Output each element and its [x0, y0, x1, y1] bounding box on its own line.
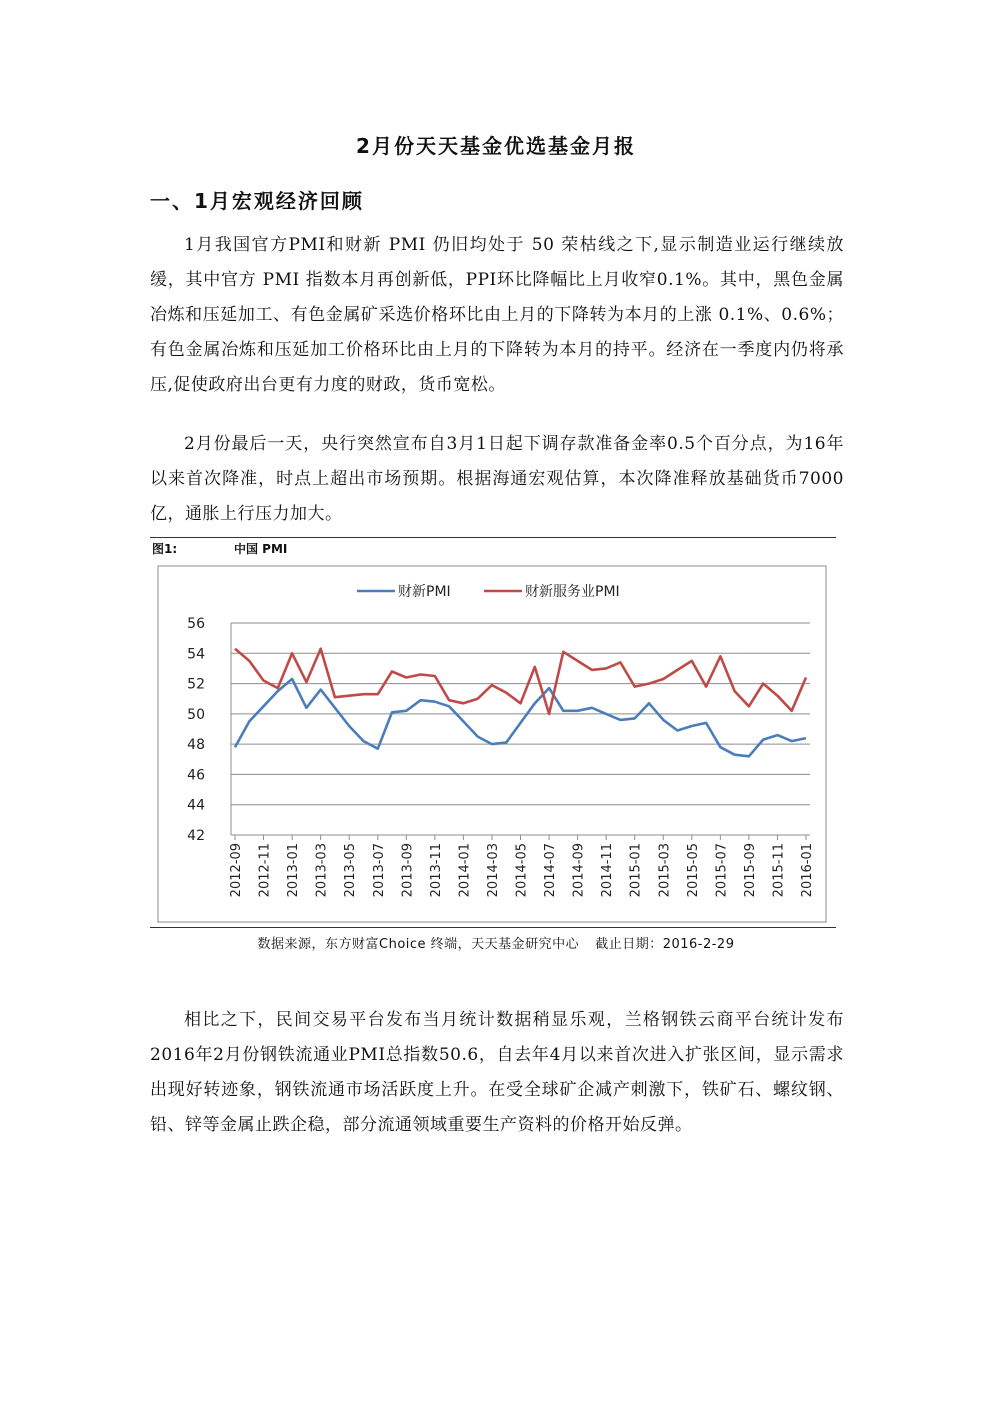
section-heading: 一、1月宏观经济回顾 — [150, 189, 364, 213]
x-axis — [229, 835, 815, 897]
x-tick-label: 2014-11 — [600, 843, 616, 898]
source-text: 数据来源，东方财富Choice 终端，天天基金研究中心 — [257, 937, 580, 952]
paragraph-rrr-cut: 2月份最后一天，央行突然宣布自3月1日起下调存款准备金率0.5个百分点，为16年以来首次降准，时点上超出市场预期。根据海通宏观估算，本次降准释放基础货币7000亿，通胀上行压力加大。 — [150, 434, 844, 524]
y-tick-label: 42 — [187, 828, 205, 844]
y-tick-label: 46 — [187, 767, 205, 784]
figure-bottom-rule — [150, 927, 836, 928]
y-tick-label: 44 — [187, 797, 205, 814]
figure-caption — [152, 540, 287, 557]
y-tick-label: 50 — [187, 706, 205, 723]
figure-number: 图1: — [152, 542, 178, 556]
x-tick-label: 2012-09 — [229, 843, 244, 898]
legend-label-1: 财新PMI — [398, 584, 451, 600]
x-tick-label: 2015-11 — [771, 843, 787, 898]
pmi-line-chart — [150, 560, 836, 926]
x-tick-label: 2014-07 — [543, 843, 559, 898]
x-tick-label: 2015-05 — [685, 843, 701, 898]
y-tick-label: 52 — [187, 676, 205, 693]
x-tick-label: 2012-11 — [257, 843, 273, 898]
x-tick-label: 2013-03 — [314, 843, 330, 898]
figure-title: 中国 PMI — [234, 542, 288, 556]
x-tick-label: 2013-07 — [371, 843, 387, 898]
y-tick-label: 56 — [187, 616, 205, 632]
paragraph-pmi-summary: 1月我国官方PMI和财新 PMI 仍旧均处于 50 荣枯线之下,显示制造业运行继续放缓，其中官方 PMI 指数本月再创新低，PPI环比降幅比上月收窄0.1%。其中，黑色金属冶炼和压延加工、有色金属矿采选价格环比由上月的下降转为本月的上涨 0.1%、0.6%；有色金属冶炼和压延加工价格环比由上月的下降转为本月的持平。经济在一季度内仍将承压,促使政府出台更有力度的财政，货币宽松。 — [150, 235, 844, 395]
figure-top-rule — [150, 537, 836, 538]
x-tick-label: 2015-01 — [628, 843, 644, 898]
x-tick-label: 2014-09 — [571, 843, 587, 898]
x-tick-label: 2015-09 — [742, 843, 758, 898]
x-tick-label: 2014-05 — [514, 843, 530, 898]
paragraph-steel-pmi: 相比之下，民间交易平台发布当月统计数据稍显乐观，兰格钢铁云商平台统计发布2016年2月份钢铁流通业PMI总指数50.6，自去年4月以来首次进入扩张区间，显示需求出现好转迹象，钢铁流通市场活跃度上升。在受全球矿企减产刺激下，铁矿石、螺纹钢、铅、锌等金属止跌企稳，部分流通领域重要生产资料的价格开始反弹。 — [150, 1010, 844, 1135]
x-tick-label: 2016-01 — [800, 843, 815, 898]
x-tick-label: 2013-01 — [286, 843, 302, 898]
figure-source — [0, 933, 992, 952]
x-tick-label: 2013-11 — [428, 843, 444, 898]
document-title: 2月份天天基金优选基金月报 — [356, 134, 636, 158]
x-tick-label: 2014-03 — [485, 843, 501, 898]
x-tick-label: 2014-01 — [457, 843, 473, 898]
x-tick-label: 2013-05 — [343, 843, 359, 898]
x-tick-label: 2013-09 — [400, 843, 416, 898]
y-tick-label: 54 — [187, 646, 205, 663]
cutoff-date: 截止日期：2016-2-29 — [595, 937, 735, 952]
legend-label-2: 财新服务业PMI — [525, 584, 620, 600]
y-tick-label: 48 — [187, 737, 205, 754]
x-tick-label: 2015-07 — [714, 843, 730, 898]
x-tick-label: 2015-03 — [657, 843, 673, 898]
